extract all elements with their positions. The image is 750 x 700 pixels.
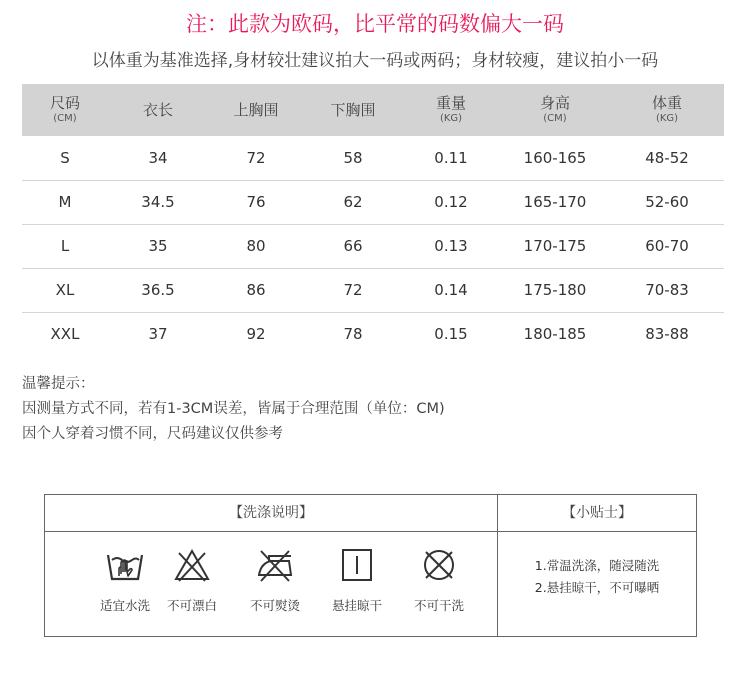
hand-wash-icon <box>105 547 145 583</box>
care-tips <box>498 555 696 599</box>
table-row <box>22 136 724 180</box>
table-cell: 78 <box>343 325 363 344</box>
no-dry-clean-icon <box>419 547 459 583</box>
table-cell: 52-60 <box>645 193 689 211</box>
header-length: 衣长 <box>142 100 173 119</box>
no-bleach-icon <box>172 547 212 583</box>
table-cell: 58 <box>343 148 363 167</box>
table-cell: 0.13 <box>434 237 468 255</box>
table-cell: 48-52 <box>645 148 689 167</box>
table-cell: 62 <box>343 193 363 211</box>
table-cell: 76 <box>246 193 266 211</box>
table-cell: 35 <box>148 237 168 255</box>
table-cell: 160-165 <box>523 148 587 167</box>
size-chart-table <box>22 84 724 356</box>
care-tip-line: 2.悬挂晾干，不可曝晒 <box>534 580 660 595</box>
table-cell: 0.11 <box>434 148 468 167</box>
table-cell: S <box>60 148 70 167</box>
care-label: 不可干洗 <box>413 598 464 613</box>
care-label: 悬挂晾干 <box>331 598 382 613</box>
care-item <box>399 547 479 614</box>
tips-line: 因测量方式不同，若有1-3CM误差，皆属于合理范围（单位：CM) <box>22 401 445 417</box>
care-item <box>152 547 232 614</box>
care-tip-line: 1.常温洗涤，随浸随洗 <box>534 558 660 573</box>
divider <box>45 531 696 532</box>
header-body-weight: 体重 (KG) <box>651 94 682 124</box>
header-size: 尺码 (CM) <box>49 94 80 124</box>
care-item <box>235 547 315 614</box>
table-cell: 0.12 <box>434 193 468 211</box>
table-cell: 170-175 <box>523 237 587 255</box>
table-row <box>22 180 724 224</box>
table-cell: 60-70 <box>645 237 689 255</box>
care-label: 不可熨烫 <box>249 598 300 613</box>
table-cell: 80 <box>246 237 266 255</box>
table-cell: XXL <box>50 325 80 344</box>
table-header-row <box>22 84 724 136</box>
table-cell: 36.5 <box>141 281 175 299</box>
wash-instructions-title: 【洗涤说明】 <box>229 505 313 521</box>
table-cell: 34.5 <box>141 193 175 211</box>
table-cell: 37 <box>148 325 168 344</box>
table-row <box>22 268 724 312</box>
table-cell: 34 <box>148 148 168 167</box>
tips-block <box>22 372 445 447</box>
table-cell: L <box>60 237 70 255</box>
table-cell: 72 <box>343 281 363 299</box>
table-row <box>22 312 724 356</box>
care-box <box>44 494 697 637</box>
table-cell: 92 <box>246 325 266 344</box>
care-label: 不可漂白 <box>166 598 217 613</box>
table-cell: M <box>58 193 72 211</box>
page-title: 注：此款为欧码，比平常的码数偏大一码 <box>186 12 564 36</box>
hang-dry-icon <box>337 547 377 583</box>
table-cell: 70-83 <box>645 281 689 299</box>
table-cell: 83-88 <box>645 325 689 344</box>
table-cell: 175-180 <box>523 281 587 299</box>
table-cell: 86 <box>246 281 266 299</box>
table-row <box>22 224 724 268</box>
table-cell: 165-170 <box>523 193 587 211</box>
header-under-chest: 下胸围 <box>330 100 376 119</box>
table-cell: XL <box>55 281 75 299</box>
page-subtitle: 以体重为基准选择,身材较壮建议拍大一码或两码；身材较瘦，建议拍小一码 <box>91 51 659 71</box>
table-cell: 180-185 <box>523 325 587 344</box>
table-cell: 66 <box>343 237 363 255</box>
table-cell: 0.14 <box>434 281 468 299</box>
header-upper-chest: 上胸围 <box>233 100 279 119</box>
care-item <box>317 547 397 614</box>
care-label: 适宜水洗 <box>99 598 150 613</box>
no-iron-icon <box>255 547 295 583</box>
header-weight: 重量 (KG) <box>435 94 466 124</box>
table-cell: 72 <box>246 148 266 167</box>
tips-heading: 温馨提示： <box>22 376 95 392</box>
tips-title: 【小贴士】 <box>562 505 632 521</box>
tips-line: 因个人穿着习惯不同，尺码建议仅供参考 <box>22 426 283 442</box>
table-cell: 0.15 <box>434 325 468 344</box>
header-height: 身高 (CM) <box>539 94 570 124</box>
